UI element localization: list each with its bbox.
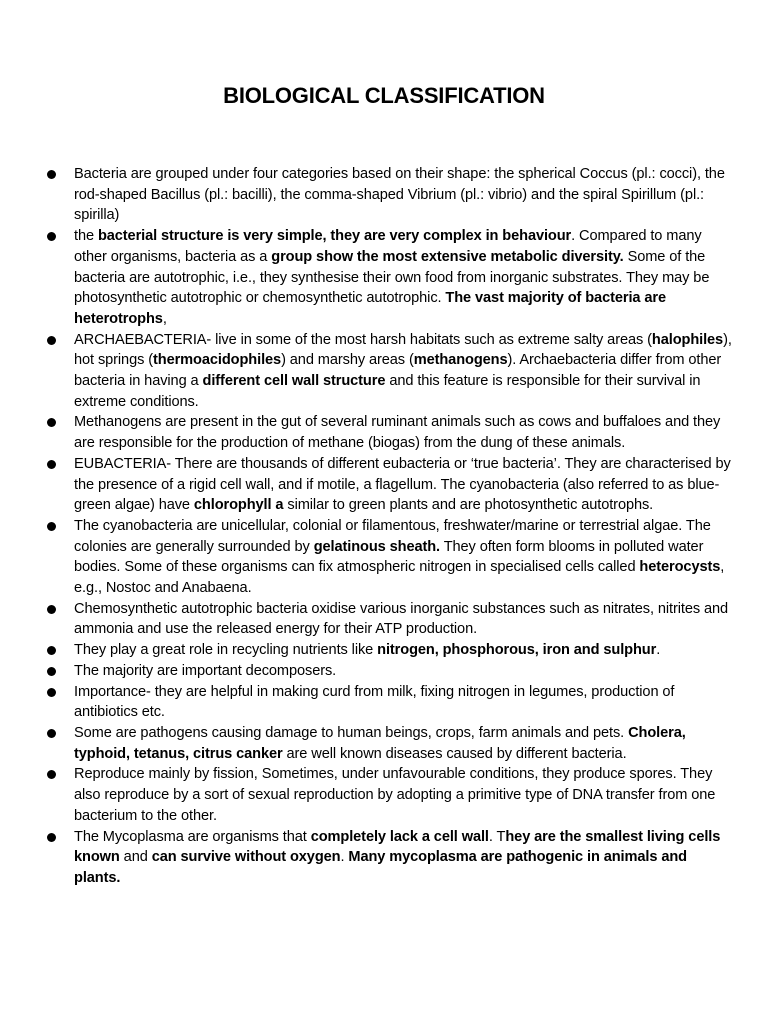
text-run: . T bbox=[488, 828, 506, 845]
bullet-item bbox=[74, 682, 734, 723]
bullet-item bbox=[74, 516, 734, 599]
bold-text: group show the most extensive metabolic diversity. bbox=[271, 248, 624, 265]
bold-text: bacterial structure is very simple, they are very complex in behaviour bbox=[97, 228, 572, 245]
text-run: Importance- they are helpful in making curd from milk, fixing nitrogen in legumes, production of antibiotics etc. bbox=[74, 683, 675, 721]
bullet-dot-icon bbox=[47, 232, 56, 241]
text-run: . Compared to many other organisms, bacteria as a bbox=[74, 228, 702, 265]
bold-text: methanogens bbox=[413, 352, 508, 369]
bullet-item bbox=[74, 454, 734, 516]
text-run: Chemosynthetic autotrophic bacteria oxidise various inorganic substances such as nitrates, nitrites and ammonia and use the released energy for their ATP production. bbox=[74, 600, 729, 638]
text-run: They play a great role in recycling nutrients like bbox=[74, 642, 378, 659]
text-run: . bbox=[656, 642, 661, 659]
text-run: . bbox=[340, 849, 349, 866]
text-run: and bbox=[119, 849, 152, 866]
bullet-dot-icon bbox=[47, 522, 56, 531]
text-run: and this feature is responsible for their survival in extreme conditions. bbox=[74, 373, 701, 410]
bullet-item bbox=[74, 827, 734, 889]
text-run: ) and marshy areas ( bbox=[281, 352, 414, 369]
bullet-dot-icon bbox=[47, 170, 56, 179]
bold-text: Cholera, typhoid, tetanus, citrus canker bbox=[74, 724, 686, 762]
bullet-dot-icon bbox=[47, 833, 56, 842]
bullet-item bbox=[74, 330, 734, 413]
bullet-item bbox=[74, 723, 734, 764]
bold-text: thermoacidophiles bbox=[153, 352, 282, 369]
text-run: Some of the bacteria are autotrophic, i.e., they synthesise their own food from inorganic substrates. They may be photosynthetic autotrophic or chemosynthetic autotrophic. bbox=[74, 248, 710, 307]
bullet-item bbox=[74, 661, 734, 682]
bold-text: Many mycoplasma are pathogenic in animals and plants. bbox=[74, 849, 687, 886]
bullet-item bbox=[74, 764, 734, 826]
text-run: Some are pathogens causing damage to human beings, crops, farm animals and pets. bbox=[74, 724, 629, 741]
text-run: The cyanobacteria are unicellular, colonial or filamentous, freshwater/marine or terrestrial algae. The colonies are generally surrounded by bbox=[74, 517, 711, 555]
text-run: ), hot springs ( bbox=[74, 331, 732, 369]
text-run: are well known diseases caused by different bacteria. bbox=[282, 745, 627, 762]
bold-text: hey are the smallest living cells known bbox=[74, 828, 721, 866]
text-run: Bacteria are grouped under four categories based on their shape: the spherical Coccus (pl.: cocci), the rod-shaped Bacillus (pl.: bacilli), the comma-shaped Vibrium (pl.: vibrio) and the spiral Spirillum (pl.: spirilla) bbox=[74, 166, 725, 224]
bold-text: completely lack a cell wall bbox=[310, 828, 489, 845]
bold-text: The vast majority of bacteria are heterotrophs bbox=[74, 290, 666, 327]
bullet-list bbox=[74, 164, 734, 889]
bold-text: chlorophyll a bbox=[193, 497, 284, 514]
bullet-dot-icon bbox=[47, 418, 56, 427]
text-run: ). Archaebacteria differ from other bacteria in having a bbox=[74, 352, 722, 390]
bullet-dot-icon bbox=[47, 729, 56, 738]
text-run: , bbox=[162, 310, 167, 327]
text-run: ARCHAEBACTERIA- live in some of the most harsh habitats such as extreme salty areas ( bbox=[74, 331, 652, 348]
text-run: EUBACTERIA- There are thousands of different eubacteria or ‘true bacteria’. They are characterised by the presence of a rigid cell wall, and if motile, a flagellum. The cyanobacteria (also referred to as blue-green algae) have bbox=[74, 455, 731, 514]
text-run: , e.g., Nostoc and Anabaena. bbox=[74, 559, 725, 597]
bold-text: heterocysts bbox=[639, 559, 721, 576]
text-run: Methanogens are present in the gut of several ruminant animals such as cows and buffaloes and they are responsible for the production of methane (biogas) from the dung of these animals. bbox=[74, 414, 721, 452]
bullet-item bbox=[74, 226, 734, 330]
bold-text: nitrogen, phosphorous, iron and sulphur bbox=[377, 642, 657, 659]
bullet-dot-icon bbox=[47, 336, 56, 345]
bold-text: halophiles bbox=[651, 331, 724, 348]
bullet-item bbox=[74, 599, 734, 640]
bold-text: can survive without oxygen bbox=[151, 849, 341, 866]
bullet-dot-icon bbox=[47, 605, 56, 614]
text-run: They often form blooms in polluted water bodies. Some of these organisms can fix atmospheric nitrogen in specialised cells called bbox=[74, 538, 704, 576]
text-run: Reproduce mainly by fission, Sometimes, under unfavourable conditions, they produce spores. They also reproduce by a sort of sexual reproduction by adopting a primitive type of DNA transfer from one bacterium to the other. bbox=[74, 766, 716, 824]
bullet-dot-icon bbox=[47, 646, 56, 655]
bullet-dot-icon bbox=[47, 770, 56, 779]
text-run: The majority are important decomposers. bbox=[74, 662, 337, 679]
bullet-item bbox=[74, 164, 734, 226]
bullet-item bbox=[74, 412, 734, 453]
text-run: the bbox=[74, 228, 98, 245]
document-title: BIOLOGICAL CLASSIFICATION bbox=[223, 82, 545, 108]
text-run: similar to green plants and are photosynthetic autotrophs. bbox=[283, 497, 654, 514]
bullet-dot-icon bbox=[47, 667, 56, 676]
bullet-item bbox=[74, 640, 734, 661]
text-run: The Mycoplasma are organisms that bbox=[74, 828, 311, 845]
bold-text: gelatinous sheath. bbox=[313, 538, 441, 555]
bullet-dot-icon bbox=[47, 460, 56, 469]
bold-text: different cell wall structure bbox=[202, 373, 386, 390]
bullet-dot-icon bbox=[47, 688, 56, 697]
